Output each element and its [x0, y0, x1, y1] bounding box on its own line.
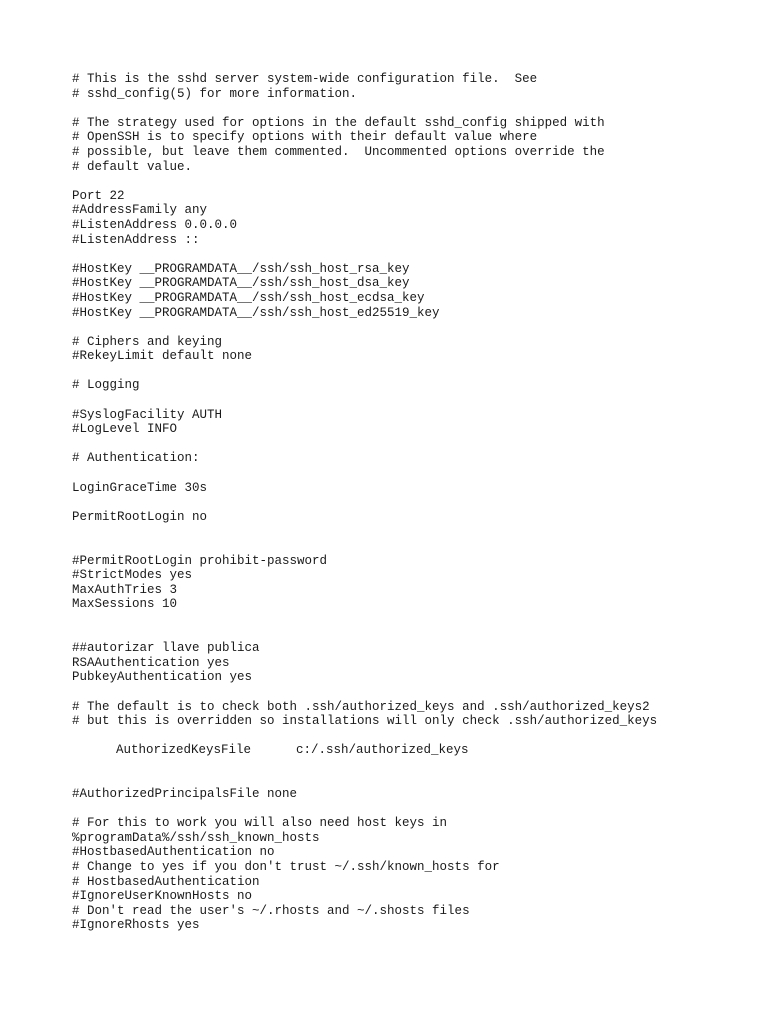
- blank-line: [72, 495, 752, 510]
- blank-line: [72, 758, 752, 773]
- text-line: # but this is overridden so installations will only check .ssh/authorized_keys: [72, 714, 658, 729]
- text-line: #PermitRootLogin prohibit-password: [72, 553, 328, 568]
- text-line: #StrictModes yes: [72, 568, 193, 583]
- text-line: # sshd_config(5) for more information.: [72, 86, 358, 101]
- text-line: #HostKey __PROGRAMDATA__/ssh/ssh_host_rsa_key: [72, 261, 410, 276]
- text-line: # Ciphers and keying: [72, 334, 223, 349]
- text-line: Port 22: [72, 188, 125, 203]
- text-line: %programData%/ssh/ssh_known_hosts: [72, 830, 320, 845]
- text-line: #RekeyLimit default none: [72, 349, 253, 364]
- text-line: ##autorizar llave publica: [72, 641, 260, 656]
- text-line: RSAAuthentication yes: [72, 655, 230, 670]
- text-line: # For this to work you will also need host keys in: [72, 816, 448, 831]
- blank-line: [72, 539, 752, 554]
- text-line: # HostbasedAuthentication: [72, 874, 260, 889]
- text-line: # The strategy used for options in the default sshd_config shipped with: [72, 115, 605, 130]
- blank-line: [72, 174, 752, 189]
- text-line: PermitRootLogin no: [72, 509, 208, 524]
- text-line: #AuthorizedPrincipalsFile none: [72, 787, 298, 802]
- text-line: # OpenSSH is to specify options with their default value where: [72, 130, 538, 145]
- blank-line: [72, 364, 752, 379]
- text-line: # This is the sshd server system-wide configuration file. See: [72, 72, 538, 86]
- text-line: # The default is to check both .ssh/authorized_keys and .ssh/authorized_keys2: [72, 699, 650, 714]
- blank-line: [72, 524, 752, 539]
- text-line: #HostKey __PROGRAMDATA__/ssh/ssh_host_dsa_key: [72, 276, 410, 291]
- blank-line: [72, 729, 752, 744]
- blank-line: [72, 320, 752, 335]
- blank-line: [72, 685, 752, 700]
- text-line: MaxSessions 10: [72, 597, 178, 612]
- text-line: #ListenAddress 0.0.0.0: [72, 217, 238, 232]
- text-line: #HostbasedAuthentication no: [72, 845, 275, 860]
- blank-line: [72, 101, 752, 116]
- blank-line: [72, 437, 752, 452]
- blank-line: [72, 627, 752, 642]
- blank-line: [72, 773, 752, 788]
- blank-line: [72, 612, 752, 627]
- text-line: # Authentication:: [72, 451, 200, 466]
- text-line: # default value.: [72, 159, 193, 174]
- blank-line: [72, 802, 752, 817]
- text-line: #IgnoreRhosts yes: [72, 918, 200, 933]
- text-line: #LogLevel INFO: [72, 422, 178, 437]
- blank-line: [72, 393, 752, 408]
- text-line: #HostKey __PROGRAMDATA__/ssh/ssh_host_ed25519_key: [72, 305, 440, 320]
- text-line: #AddressFamily any: [72, 203, 208, 218]
- text-line: #HostKey __PROGRAMDATA__/ssh/ssh_host_ecdsa_key: [72, 290, 425, 305]
- text-line: # Logging: [72, 378, 140, 393]
- text-line: LoginGraceTime 30s: [72, 480, 208, 495]
- text-line: # possible, but leave them commented. Uncommented options override the: [72, 144, 605, 159]
- text-line: MaxAuthTries 3: [72, 582, 178, 597]
- blank-line: [72, 247, 752, 262]
- text-line: #ListenAddress ::: [72, 232, 200, 247]
- text-line: #SyslogFacility AUTH: [72, 407, 223, 422]
- text-line: # Change to yes if you don't trust ~/.ssh/known_hosts for: [72, 860, 500, 875]
- text-line: # Don't read the user's ~/.rhosts and ~/.shosts files: [72, 903, 470, 918]
- text-line: #IgnoreUserKnownHosts no: [72, 889, 253, 904]
- blank-line: [72, 466, 752, 481]
- authorized-keys-line: AuthorizedKeysFile c:/.ssh/authorized_keys: [116, 743, 469, 758]
- config-file-text: [72, 72, 752, 933]
- text-line: PubkeyAuthentication yes: [72, 670, 253, 685]
